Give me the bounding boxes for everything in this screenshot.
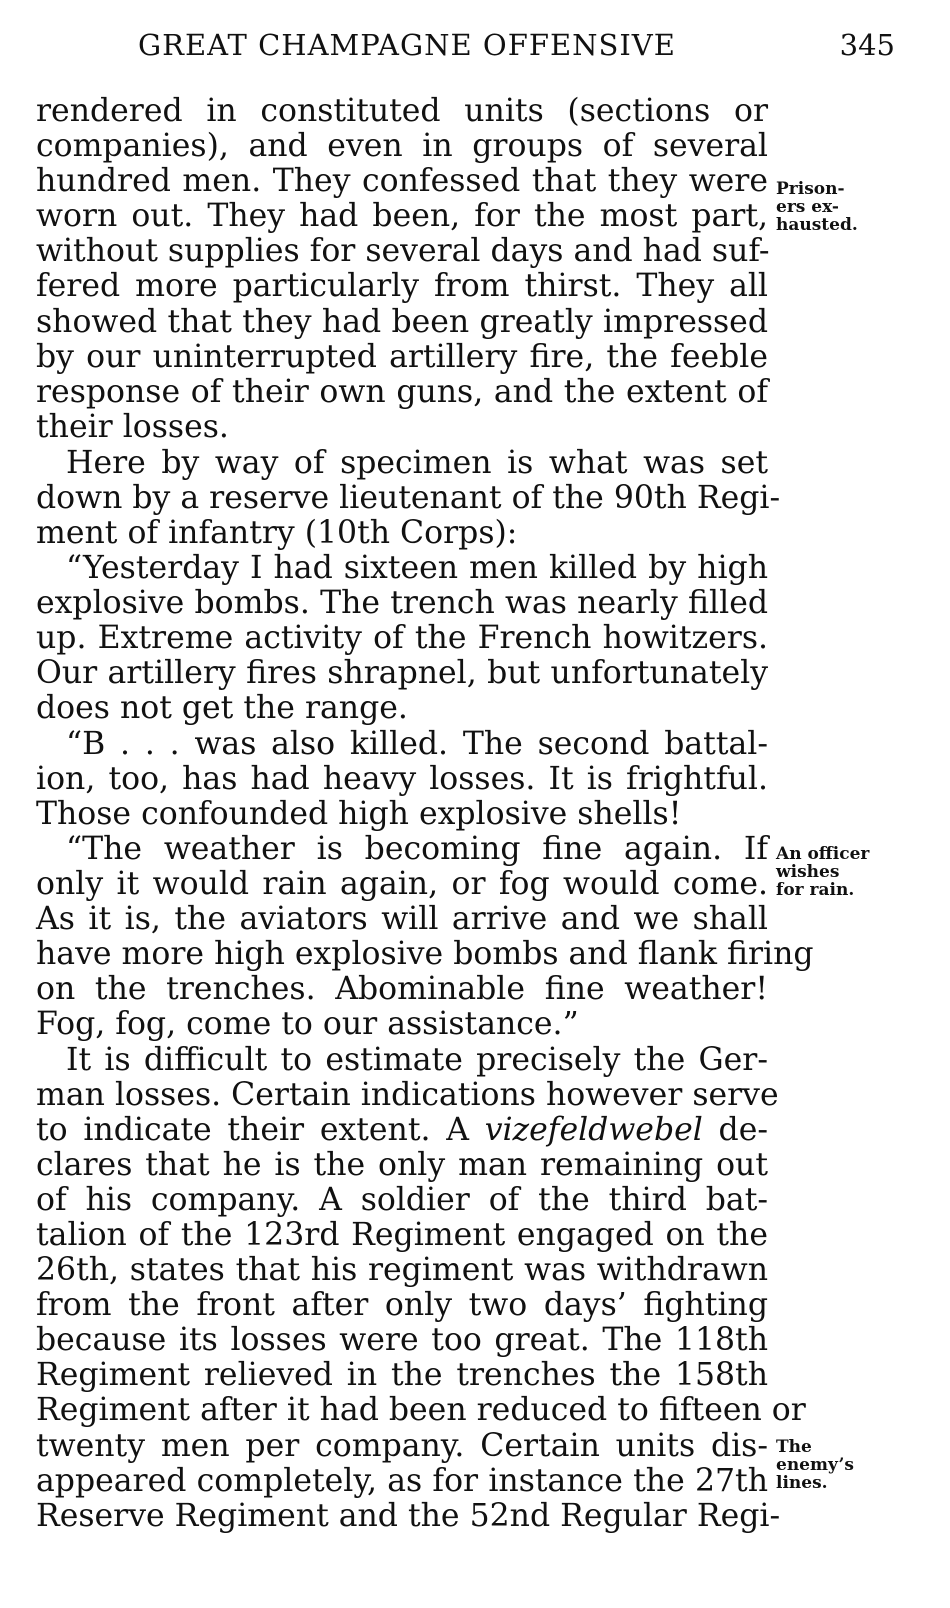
text-line: without supplies for several days and had suf-: [36, 233, 770, 269]
text-line: Reserve Regiment and the 52nd Regular Regi-: [36, 1498, 781, 1534]
text-segment: de-: [718, 1112, 768, 1148]
text-line: of his company. A soldier of the third bat-: [36, 1182, 768, 1218]
text-line: appeared completely, as for instance the 27th: [36, 1463, 768, 1499]
margin-note-line: lines.: [776, 1473, 828, 1493]
text-line: on the trenches. Abominable fine weather!: [36, 971, 768, 1007]
text-line: showed that they had been greatly impressed: [36, 304, 768, 340]
text-line: because its losses were too great. The 118th: [36, 1322, 768, 1358]
italic-term: vizefeldwebel: [484, 1112, 703, 1148]
text-line: ment of infantry (10th Corps):: [36, 515, 518, 551]
text-line: does not get the range.: [36, 690, 408, 726]
text-line: rendered in constituted units (sections or: [36, 93, 768, 129]
text-line: “B . . . was also killed. The second battal-: [66, 726, 768, 762]
margin-note-enemy-lines: [776, 1438, 854, 1492]
page-number: 345: [839, 28, 895, 62]
text-line: Those confounded high explosive shells!: [36, 796, 682, 832]
text-line: Here by way of specimen is what was set: [66, 445, 768, 481]
running-title: GREAT CHAMPAGNE OFFENSIVE: [138, 28, 676, 62]
margin-note-line: hausted.: [776, 215, 858, 235]
text-line: worn out. They had been, for the most part,: [36, 198, 768, 234]
text-line: Regiment relieved in the trenches the 158th: [36, 1357, 768, 1393]
text-line: 26th, states that his regiment was withdrawn: [36, 1252, 768, 1288]
text-line: have more high explosive bombs and flank firing: [36, 936, 814, 972]
margin-note-line: The: [776, 1437, 812, 1457]
margin-note-line: wishes: [776, 862, 840, 882]
text-line: hundred men. They confessed that they were: [36, 163, 768, 199]
margin-note-line: Prison-: [776, 179, 845, 199]
text-line: their losses.: [36, 409, 229, 445]
page-header: [138, 28, 895, 68]
text-line: Fog, fog, come to our assistance.”: [36, 1006, 579, 1042]
text-line: talion of the 123rd Regiment engaged on the: [36, 1217, 768, 1253]
text-line: “Yesterday I had sixteen men killed by high: [66, 550, 768, 586]
text-line: from the front after only two days’ fighting: [36, 1287, 768, 1323]
margin-note-prisoners: [776, 180, 858, 234]
text-line: down by a reserve lieutenant of the 90th Regi-: [36, 480, 781, 516]
text-line: It is difficult to estimate precisely the Ger-: [66, 1042, 768, 1078]
text-line: Our artillery fires shrapnel, but unfortunately: [36, 655, 768, 691]
text-line: “The weather is becoming fine again. If: [66, 831, 768, 867]
text-line: response of their own guns, and the extent of: [36, 374, 768, 410]
text-line: up. Extreme activity of the French howitzers.: [36, 620, 768, 656]
text-line: [36, 1112, 768, 1148]
text-line: companies), and even in groups of several: [36, 128, 768, 164]
text-line: ion, too, has had heavy losses. It is frightful.: [36, 761, 768, 797]
margin-note-line: An officer: [776, 844, 870, 864]
text-line: Regiment after it had been reduced to fifteen or: [36, 1392, 806, 1428]
margin-note-line: enemy’s: [776, 1455, 854, 1475]
text-line: twenty men per company. Certain units dis-: [36, 1428, 768, 1464]
margin-note-line: ers ex-: [776, 197, 839, 217]
text-line: explosive bombs. The trench was nearly filled: [36, 585, 768, 621]
text-segment: to indicate their extent. A: [36, 1112, 469, 1148]
margin-note-line: for rain.: [776, 880, 855, 900]
margin-note-officer: [776, 845, 869, 899]
text-line: As it is, the aviators will arrive and we shall: [36, 901, 768, 937]
text-line: man losses. Certain indications however serve: [36, 1077, 779, 1113]
text-line: only it would rain again, or fog would come.: [36, 866, 768, 902]
text-line: fered more particularly from thirst. They all: [36, 268, 768, 304]
text-line: by our uninterrupted artillery fire, the feeble: [36, 339, 768, 375]
text-line: clares that he is the only man remaining out: [36, 1147, 768, 1183]
